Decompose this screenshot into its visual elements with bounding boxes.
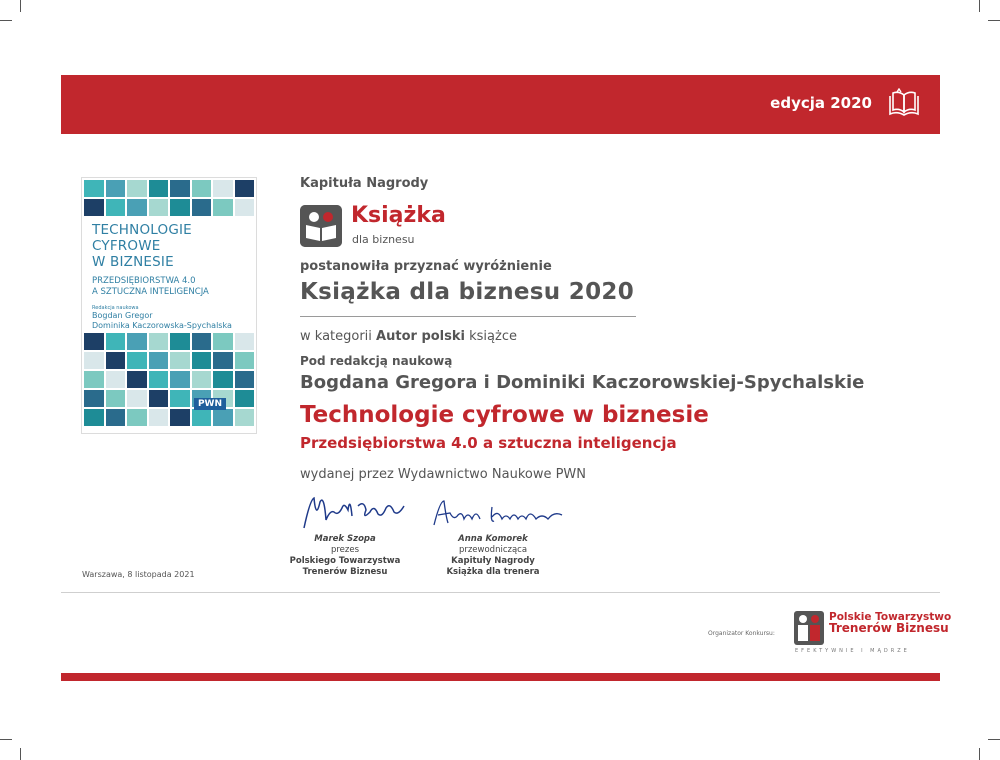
- open-book-icon: [888, 88, 920, 118]
- signatory-org: Kapituły Nagrody: [451, 556, 535, 566]
- committee-label: Kapituła Nagrody: [300, 176, 429, 191]
- cover-tile: [106, 180, 126, 197]
- signatory-org: Polskiego Towarzystwa: [289, 556, 401, 566]
- cover-tile: [170, 371, 190, 388]
- cover-tile: [84, 333, 104, 350]
- crop-mark: [20, 0, 21, 12]
- book-subtitle: Przedsiębiorstwa 4.0 a sztuczna inteligencja: [300, 434, 677, 452]
- signatory-name: Anna Komorek: [458, 534, 528, 544]
- edition-label: edycja 2020: [770, 94, 872, 112]
- cover-text: [92, 222, 252, 331]
- cover-tile: [84, 390, 104, 407]
- signatory-2: [418, 534, 568, 578]
- cover-tile: [106, 352, 126, 369]
- signatory-role: przewodnicząca: [458, 545, 528, 555]
- award-logo-word: Książka: [351, 203, 446, 228]
- authors: Bogdana Gregora i Dominiki Kaczorowskiej-Spychalskie: [300, 372, 865, 393]
- cover-tile: [235, 390, 255, 407]
- cover-tile: [170, 199, 190, 216]
- cover-tile: [149, 199, 169, 216]
- cover-tile: [235, 180, 255, 197]
- cover-tile: [235, 409, 255, 426]
- editorship-label: Pod redakcją naukową: [300, 354, 453, 368]
- cover-tile: [127, 180, 147, 197]
- signatory-name: Marek Szopa: [314, 534, 376, 544]
- organizer-name-line1: Polskie Towarzystwo: [829, 611, 952, 623]
- cover-tiles-bottom: [82, 331, 256, 428]
- cover-publisher-logo: PWN: [194, 398, 226, 410]
- cover-tile: [192, 180, 212, 197]
- book-title: Technologie cyfrowe w biznesie: [300, 402, 709, 428]
- book-reader-icon: [300, 205, 342, 247]
- cover-tiles-top: [82, 178, 256, 218]
- crop-mark: [979, 0, 980, 12]
- cover-tile: [106, 371, 126, 388]
- cover-tile: [127, 409, 147, 426]
- cover-tile: [84, 180, 104, 197]
- crop-mark: [988, 739, 1000, 740]
- cover-tile: [192, 409, 212, 426]
- cover-tile: [149, 409, 169, 426]
- divider: [300, 316, 636, 317]
- cover-tile: [192, 371, 212, 388]
- cover-subtitle-line1: PRZEDSIĘBIORSTWA 4.0: [92, 276, 196, 286]
- cover-tile: [170, 409, 190, 426]
- category-pre: w kategorii: [300, 329, 377, 344]
- cover-tile: [170, 352, 190, 369]
- cover-tile: [127, 333, 147, 350]
- cover-tile: [149, 371, 169, 388]
- signature-anna-komorek: [432, 497, 567, 529]
- signatory-org: Trenerów Biznesu: [302, 567, 388, 577]
- cover-tile: [106, 199, 126, 216]
- cover-tile: [84, 371, 104, 388]
- cover-tile: [235, 371, 255, 388]
- cover-subtitle-line2: A SZTUCZNA INTELIGENCJA: [92, 287, 209, 297]
- cover-tile: [106, 390, 126, 407]
- cover-author-1: Bogdan Gregor: [92, 311, 153, 320]
- cover-tile: [235, 352, 255, 369]
- cover-title-line2: W BIZNESIE: [92, 254, 174, 270]
- cover-tile: [106, 333, 126, 350]
- cover-tile: [84, 352, 104, 369]
- crop-mark: [979, 748, 980, 760]
- category-post: książce: [464, 329, 517, 344]
- signatory-org: Książka dla trenera: [446, 567, 540, 577]
- cover-tile: [127, 199, 147, 216]
- crop-mark: [0, 739, 12, 740]
- cover-tile: [213, 333, 233, 350]
- cover-tile: [213, 199, 233, 216]
- cover-tile: [127, 390, 147, 407]
- cover-title-line1: TECHNOLOGIE CYFROWE: [92, 222, 192, 254]
- cover-tile: [149, 333, 169, 350]
- cover-tile: [213, 371, 233, 388]
- decision-text: postanowiła przyznać wyróżnienie: [300, 259, 552, 274]
- footer-band: [61, 673, 940, 681]
- crop-mark: [20, 748, 21, 760]
- cover-tile: [213, 352, 233, 369]
- cover-tile: [84, 199, 104, 216]
- organizer-name: [829, 612, 951, 634]
- cover-tile: [170, 390, 190, 407]
- cover-tile: [235, 333, 255, 350]
- category-name: Autor polski: [376, 329, 465, 344]
- cover-tile: [192, 333, 212, 350]
- cover-tile: [149, 180, 169, 197]
- signatory-1: [270, 534, 420, 578]
- cover-tile: [127, 371, 147, 388]
- cover-tile: [192, 352, 212, 369]
- publisher-line: wydanej przez Wydawnictwo Naukowe PWN: [300, 467, 587, 482]
- header-banner: [61, 75, 940, 134]
- signature-marek-szopa: [300, 490, 410, 532]
- cover-tile: [149, 352, 169, 369]
- prize-title: Książka dla biznesu 2020: [300, 279, 634, 305]
- organizer-label: Organizator Konkursu:: [708, 630, 775, 637]
- ptt-logo-icon: [794, 611, 824, 645]
- crop-mark: [988, 20, 1000, 21]
- signatory-role: prezes: [330, 545, 360, 555]
- cover-tile: [192, 199, 212, 216]
- cover-editor-label: Redakcja naukowa: [92, 305, 139, 311]
- book-cover: [82, 178, 256, 433]
- cover-tile: [84, 409, 104, 426]
- footer-divider: [61, 592, 940, 593]
- cover-tile: [170, 333, 190, 350]
- organizer-name-line2: Trenerów Biznesu: [829, 621, 949, 635]
- issue-date: Warszawa, 8 listopada 2021: [82, 570, 195, 579]
- cover-tile: [106, 409, 126, 426]
- cover-tile: [149, 390, 169, 407]
- cover-tile: [127, 352, 147, 369]
- cover-tile: [213, 409, 233, 426]
- cover-tile: [170, 180, 190, 197]
- organizer-tagline: EFEKTYWNIE I MĄDRZE: [795, 648, 910, 654]
- category-line: [300, 329, 517, 344]
- crop-mark: [0, 20, 12, 21]
- cover-tile: [235, 199, 255, 216]
- cover-author-2: Dominika Kaczorowska-Spychalska: [92, 321, 232, 330]
- award-logo-sub: dla biznesu: [352, 233, 415, 246]
- cover-tile: [213, 180, 233, 197]
